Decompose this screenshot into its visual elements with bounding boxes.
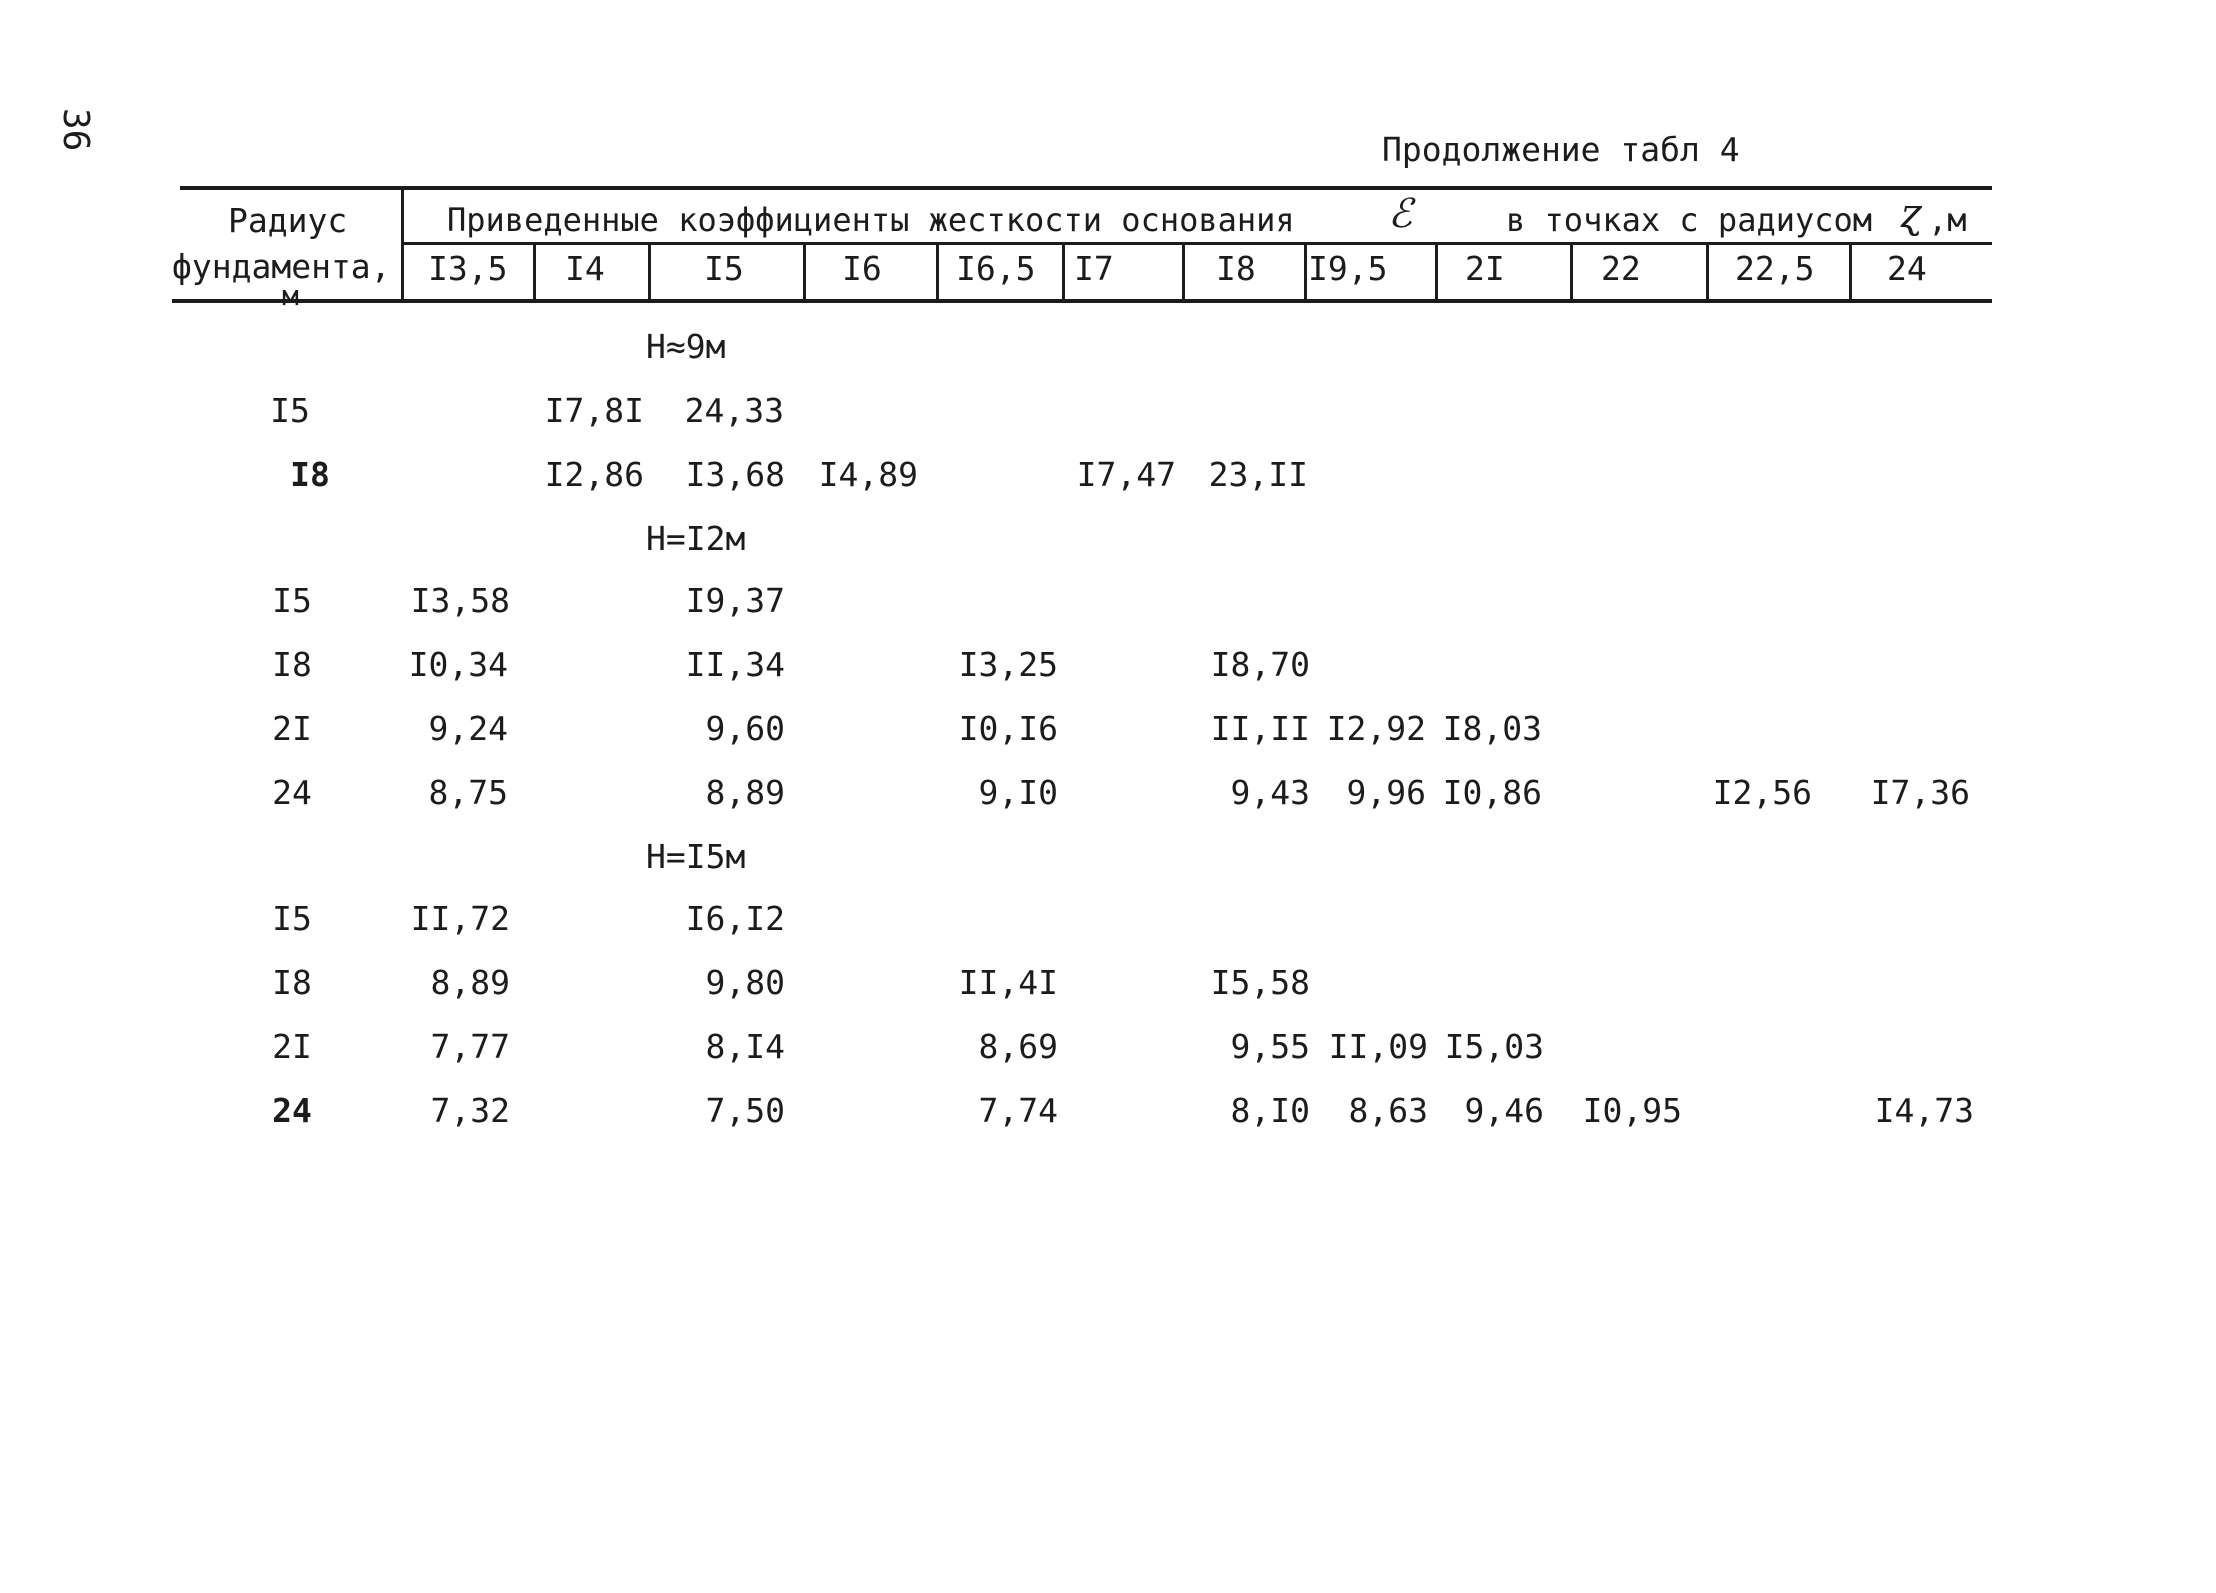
row-label: 2I	[272, 709, 312, 748]
table-cell: II,72	[410, 899, 510, 938]
table-cell: 8,75	[428, 773, 508, 812]
table-caption: Продолжение табл 4	[1382, 130, 1740, 169]
table-cell: 8,89	[705, 773, 785, 812]
header-bottom-rule	[172, 299, 1992, 303]
table-cell: 7,32	[430, 1091, 510, 1130]
table-cell: I0,86	[1442, 773, 1542, 812]
column-header: I7	[1074, 249, 1114, 288]
r-symbol: ɀ	[1900, 191, 1922, 237]
table-cell: I6,I2	[685, 899, 785, 938]
table-cell: 9,43	[1230, 773, 1310, 812]
radius-header-line2: фундамента,	[172, 247, 391, 286]
column-header: 22	[1601, 249, 1641, 288]
table-cell: II,II	[1210, 709, 1310, 748]
table-cell: I5,58	[1210, 963, 1310, 1002]
table-cell: 9,96	[1346, 773, 1426, 812]
column-header: I9,5	[1308, 249, 1388, 288]
table-cell: 8,I0	[1230, 1091, 1310, 1130]
table-cell: I8,70	[1210, 645, 1310, 684]
header-separator	[1182, 244, 1185, 301]
stiffness-symbol: ℰ	[1388, 191, 1413, 237]
table-cell: I0,34	[408, 645, 508, 684]
column-header: I4	[565, 249, 605, 288]
section-title: H=I5м	[646, 837, 746, 876]
table-cell: I9,37	[685, 581, 785, 620]
group-header-tail: в точках с радиусом	[1506, 201, 1873, 239]
header-separator	[533, 244, 536, 301]
header-separator	[1062, 244, 1065, 301]
table-cell: I8,03	[1442, 709, 1542, 748]
table-cell: 23,II	[1208, 455, 1308, 494]
row-label: I8	[272, 963, 312, 1002]
column-header: I6,5	[956, 249, 1036, 288]
header-separator	[1435, 244, 1438, 301]
table-cell: 7,77	[430, 1027, 510, 1066]
header-separator	[936, 244, 939, 301]
table-cell: I3,68	[685, 455, 785, 494]
table-cell: I4,89	[818, 455, 918, 494]
row-label: I5	[272, 581, 312, 620]
radius-header-line1: Радиус	[228, 201, 348, 240]
table-cell: II,09	[1328, 1027, 1428, 1066]
table-cell: I0,I6	[958, 709, 1058, 748]
table-cell: 8,69	[978, 1027, 1058, 1066]
table-cell: 9,55	[1230, 1027, 1310, 1066]
page-number: 36	[55, 108, 96, 152]
table-cell: 9,80	[705, 963, 785, 1002]
table-cell: 9,I0	[978, 773, 1058, 812]
table-cell: I3,25	[958, 645, 1058, 684]
radius-header-line3: м	[282, 279, 299, 312]
table-cell: I3,58	[410, 581, 510, 620]
header-separator	[1570, 244, 1573, 301]
table-cell: I7,36	[1870, 773, 1970, 812]
group-header-title: Приведенные коэффициенты жесткости основания	[447, 201, 1295, 239]
r-unit: ,м	[1928, 201, 1967, 239]
section-title: H≈9м	[646, 327, 726, 366]
row-label: I8	[272, 645, 312, 684]
table-cell: II,34	[685, 645, 785, 684]
table-top-rule	[180, 186, 1992, 190]
header-separator	[1304, 244, 1307, 301]
table-cell: I2,86	[544, 455, 644, 494]
table-cell: 8,89	[430, 963, 510, 1002]
header-separator	[1706, 244, 1709, 301]
table-cell: 7,74	[978, 1091, 1058, 1130]
table-cell: I2,56	[1712, 773, 1812, 812]
row-label: I8	[290, 455, 330, 494]
section-title: H=I2м	[646, 519, 746, 558]
column-header: 2I	[1465, 249, 1505, 288]
header-separator	[1849, 244, 1852, 301]
row-label: I5	[270, 391, 310, 430]
column-header: 22,5	[1735, 249, 1815, 288]
column-header: I3,5	[428, 249, 508, 288]
row-label: I5	[272, 899, 312, 938]
column-header: 24	[1887, 249, 1927, 288]
table-cell: 7,50	[705, 1091, 785, 1130]
row-label: 24	[272, 1091, 312, 1130]
table-cell: I5,03	[1444, 1027, 1544, 1066]
column-header: I6	[842, 249, 882, 288]
table-cell: 9,46	[1464, 1091, 1544, 1130]
table-cell: I0,95	[1582, 1091, 1682, 1130]
table-cell: 9,60	[705, 709, 785, 748]
table-cell: 9,24	[428, 709, 508, 748]
table-cell: 24,33	[684, 391, 784, 430]
column-header: I5	[704, 249, 744, 288]
header-separator	[401, 188, 404, 301]
table-cell: I4,73	[1874, 1091, 1974, 1130]
table-cell: I7,8I	[544, 391, 644, 430]
table-cell: 8,I4	[705, 1027, 785, 1066]
table-cell: 8,63	[1348, 1091, 1428, 1130]
row-label: 24	[272, 773, 312, 812]
header-separator	[648, 244, 651, 301]
column-header: I8	[1216, 249, 1256, 288]
header-divider-rule	[403, 242, 1992, 245]
table-cell: I7,47	[1076, 455, 1176, 494]
row-label: 2I	[272, 1027, 312, 1066]
table-cell: I2,92	[1326, 709, 1426, 748]
table-cell: II,4I	[958, 963, 1058, 1002]
header-separator	[803, 244, 806, 301]
